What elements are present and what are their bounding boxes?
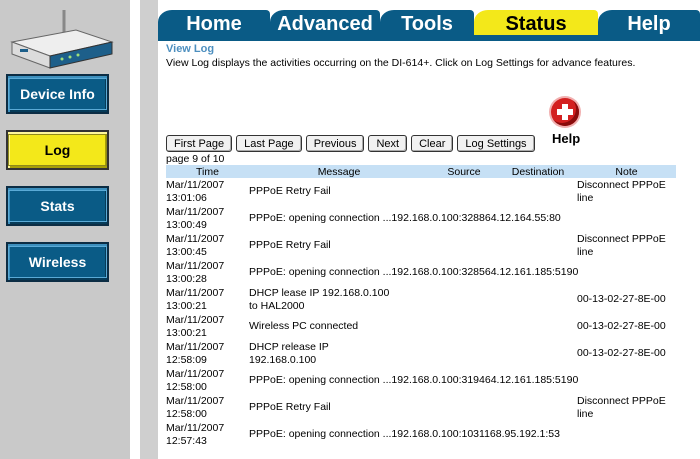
cell-clock: 13:00:21 [166, 299, 207, 312]
cell-note [577, 340, 676, 367]
cell-time [166, 340, 249, 367]
note-line: line [577, 245, 594, 258]
cell-message [249, 178, 577, 205]
help-label[interactable]: Help [552, 131, 581, 146]
top-nav [158, 0, 700, 38]
next-button[interactable]: Next [368, 135, 407, 152]
message-line: PPPoE Retry Fail [249, 239, 331, 251]
sidebar-item-device-info[interactable] [6, 74, 109, 114]
cell-date: Mar/11/2007 [166, 340, 225, 353]
message-line: DHCP lease IP 192.168.0.100 [249, 286, 390, 299]
note-line: 00-13-02-27-8E-00 [577, 293, 666, 305]
cell-message [249, 394, 577, 421]
cell-date: Mar/11/2007 [166, 205, 225, 218]
cell-note [577, 313, 676, 340]
table-row [166, 340, 676, 367]
table-row [166, 421, 676, 448]
sidebar-item-label: Log [8, 134, 107, 166]
message-line: 192.168.0.100 [249, 353, 317, 366]
cell-message [249, 286, 577, 313]
sidebar-item-stats[interactable] [6, 186, 109, 226]
cell-date: Mar/11/2007 [166, 178, 225, 191]
header-message: Message [249, 165, 429, 178]
cell-date: Mar/11/2007 [166, 232, 225, 245]
tab-home[interactable] [158, 10, 270, 38]
sidebar-divider [130, 0, 140, 459]
sidebar-divider-shadow [140, 0, 158, 459]
tab-advanced[interactable] [270, 10, 380, 38]
cell-date: Mar/11/2007 [166, 394, 225, 407]
table-row [166, 286, 676, 313]
cell-date: Mar/11/2007 [166, 259, 225, 272]
table-row [166, 313, 676, 340]
note-line: line [577, 407, 594, 420]
cell-message [249, 232, 577, 259]
cell-date: Mar/11/2007 [166, 286, 225, 299]
previous-button[interactable]: Previous [306, 135, 365, 152]
cell-message [249, 205, 676, 232]
cell-date: Mar/11/2007 [166, 367, 225, 380]
log-table [166, 165, 676, 448]
cell-date: Mar/11/2007 [166, 421, 225, 434]
cell-clock: 13:00:21 [166, 326, 207, 339]
tab-label: Advanced [277, 12, 373, 35]
cell-message [249, 367, 676, 394]
first-page-button[interactable]: First Page [166, 135, 232, 152]
page-title: View Log [166, 43, 215, 55]
cell-time [166, 286, 249, 313]
cell-clock: 13:00:28 [166, 272, 207, 285]
tab-label: Help [627, 12, 671, 35]
cell-clock: 12:58:00 [166, 407, 207, 420]
message-line: PPPoE Retry Fail [249, 401, 331, 413]
tab-label: Status [505, 12, 567, 35]
message-line: PPPoE: opening connection ...192.168.0.100:1031168.95.192.1:53 [249, 428, 560, 440]
cell-message [249, 259, 676, 286]
cell-time [166, 421, 249, 448]
help-icon[interactable] [551, 98, 579, 126]
cell-message [249, 340, 577, 367]
cell-clock: 12:57:43 [166, 434, 207, 447]
cell-time [166, 259, 249, 286]
cell-note [577, 178, 676, 205]
router-device-icon [6, 8, 116, 72]
header-source: Source [429, 165, 499, 178]
tab-label: Home [186, 12, 242, 35]
cell-note [577, 286, 676, 313]
log-controls [166, 135, 535, 152]
clear-button[interactable]: Clear [411, 135, 453, 152]
message-line: PPPoE: opening connection ...192.168.0.100:328864.12.164.55:80 [249, 212, 561, 224]
tab-help[interactable] [598, 10, 700, 38]
tab-status[interactable] [474, 10, 598, 38]
message-line: PPPoE: opening connection ...192.168.0.100:319464.12.161.185:5190 [249, 374, 579, 386]
message-line: PPPoE: opening connection ...192.168.0.100:328564.12.161.185:5190 [249, 266, 579, 278]
cell-clock: 12:58:09 [166, 353, 207, 366]
cell-message [249, 421, 676, 448]
table-row [166, 178, 676, 205]
table-row [166, 367, 676, 394]
cell-time [166, 232, 249, 259]
page-indicator: page 9 of 10 [166, 153, 225, 165]
note-line: line [577, 191, 594, 204]
cell-note [577, 232, 676, 259]
header-time: Time [166, 165, 249, 178]
sidebar-item-log[interactable] [6, 130, 109, 170]
table-row [166, 205, 676, 232]
sidebar-item-label: Wireless [8, 246, 107, 278]
header-note: Note [577, 165, 676, 178]
cell-message [249, 313, 577, 340]
cell-clock: 13:01:06 [166, 191, 207, 204]
note-line: 00-13-02-27-8E-00 [577, 347, 666, 359]
last-page-button[interactable]: Last Page [236, 135, 302, 152]
tab-label: Tools [401, 12, 453, 35]
sidebar-item-label: Stats [8, 190, 107, 222]
header-destination: Destination [499, 165, 577, 178]
table-row [166, 232, 676, 259]
main-content [158, 41, 700, 459]
message-line: DHCP release IP [249, 340, 329, 353]
page-description: View Log displays the activities occurring on the DI-614+. Click on Log Settings for advance features. [166, 57, 636, 69]
note-line: Disconnect PPPoE [577, 232, 666, 245]
note-line: Disconnect PPPoE [577, 178, 666, 191]
table-row [166, 394, 676, 421]
cell-time [166, 394, 249, 421]
note-line: 00-13-02-27-8E-00 [577, 320, 666, 332]
log-settings-button[interactable]: Log Settings [457, 135, 534, 152]
cell-clock: 12:58:00 [166, 380, 207, 393]
message-line: Wireless PC connected [249, 320, 359, 332]
cell-note [577, 394, 676, 421]
log-table-body [166, 178, 676, 448]
table-row [166, 259, 676, 286]
message-line: to HAL2000 [249, 299, 305, 312]
sidebar [0, 0, 130, 459]
sidebar-item-wireless[interactable] [6, 242, 109, 282]
cell-time [166, 178, 249, 205]
log-table-header [166, 165, 676, 178]
cell-time [166, 367, 249, 394]
tab-tools[interactable] [380, 10, 474, 38]
cell-time [166, 313, 249, 340]
cell-clock: 13:00:45 [166, 245, 207, 258]
note-line: Disconnect PPPoE [577, 394, 666, 407]
cell-time [166, 205, 249, 232]
cell-clock: 13:00:49 [166, 218, 207, 231]
sidebar-item-label: Device Info [8, 78, 107, 110]
cell-date: Mar/11/2007 [166, 313, 225, 326]
message-line: PPPoE Retry Fail [249, 185, 331, 197]
